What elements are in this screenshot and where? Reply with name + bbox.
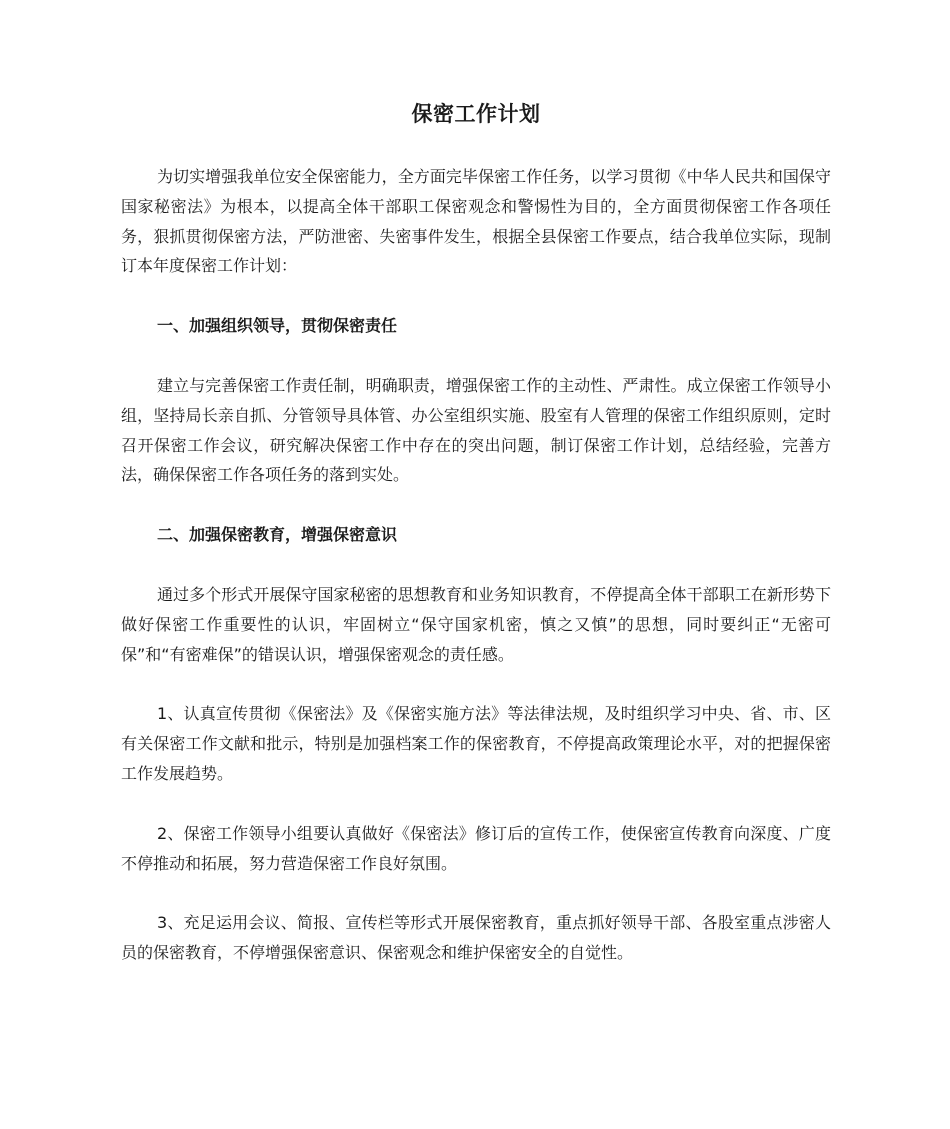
list-item-2: 2、保密工作领导小组要认真做好《保密法》修订后的宣传工作，使保密宣传教育向深度、广度不停推动和拓展，努力营造保密工作良好氛围。 (121, 823, 831, 873)
document-title: 保密工作计划 (411, 102, 541, 126)
list-item-1: 1、认真宣传贯彻《保密法》及《保密实施方法》等法律法规，及时组织学习中央、省、市、区有关保密工作文献和批示，特别是加强档案工作的保密教育，不停提高政策理论水平，对的把握保密工作发展趋势。 (121, 704, 831, 783)
section-heading-2: 二、加强保密教育，增强保密意识 (157, 525, 398, 545)
intro-paragraph: 为切实增强我单位安全保密能力，全方面完毕保密工作任务，以学习贯彻《中华人民共和国保守国家秘密法》为根本，以提高全体干部职工保密观念和警惕性为目的，全方面贯彻保密工作各项任务，狠抓贯彻保密方法，严防泄密、失密事件发生，根据全县保密工作要点，结合我单位实际，现制订本年度保密工作计划： (121, 167, 831, 276)
section-1-paragraph: 建立与完善保密工作责任制，明确职责，增强保密工作的主动性、严肃性。成立保密工作领导小组，坚持局长亲自抓、分管领导具体管、办公室组织实施、股室有人管理的保密工作组织原则，定时召开保密工作会议，研究解决保密工作中存在的突出问题，制订保密工作计划，总结经验，完善方法，确保保密工作各项任务的落到实处。 (121, 375, 831, 485)
list-item-3: 3、充足运用会议、简报、宣传栏等形式开展保密教育，重点抓好领导干部、各股室重点涉密人员的保密教育，不停增强保密意识、保密观念和维护保密安全的自觉性。 (121, 913, 831, 963)
section-2-paragraph: 通过多个形式开展保守国家秘密的思想教育和业务知识教育，不停提高全体干部职工在新形势下做好保密工作重要性的认识，牢固树立“保守国家机密，慎之又慎”的思想，同时要纠正“无密可保”和“有密难保”的错误认识，增强保密观念的责任感。 (121, 584, 831, 664)
document-body (121, 96, 831, 998)
section-heading-1: 一、加强组织领导，贯彻保密责任 (157, 316, 398, 336)
